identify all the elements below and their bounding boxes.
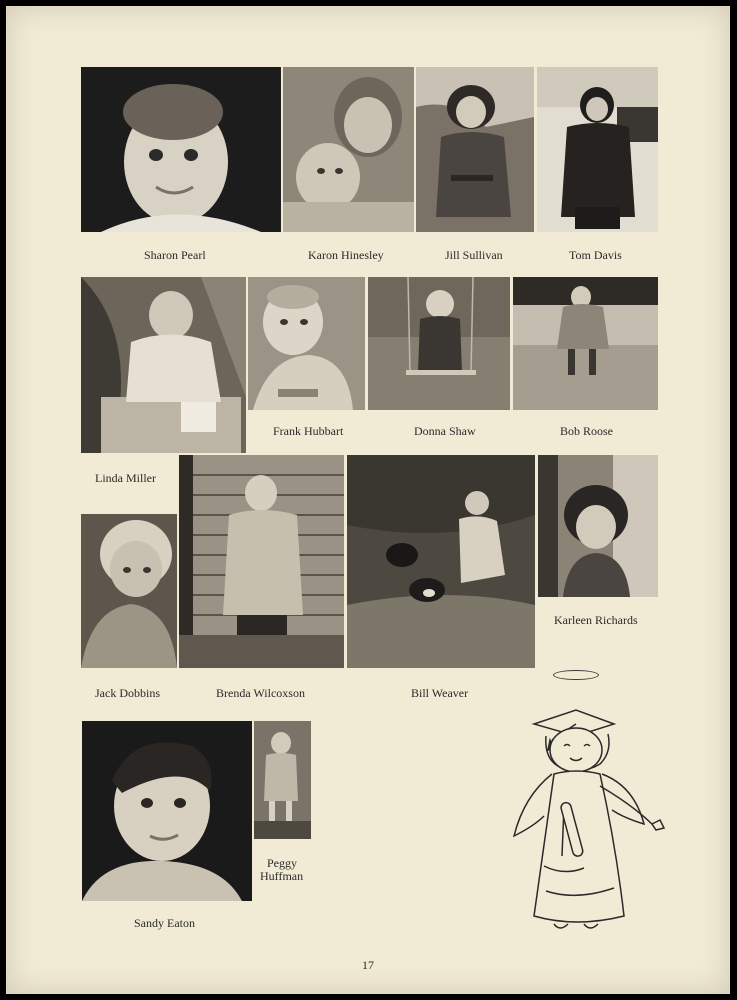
photo-sharon-pearl: [81, 67, 281, 232]
photo-brenda-wilcoxson: [179, 455, 344, 668]
caption-karleen-richards: Karleen Richards: [554, 613, 638, 627]
caption-peggy-huffman-line2: Huffman: [260, 869, 304, 883]
photo-donna-shaw: [368, 277, 510, 410]
caption-karon-hinesley: Karon Hinesley: [308, 248, 384, 262]
halo-ornament: [553, 670, 599, 680]
photo-sandy-eaton: [82, 721, 252, 901]
caption-donna-shaw: Donna Shaw: [414, 424, 476, 438]
caption-linda-miller: Linda Miller: [95, 471, 156, 485]
photo-linda-miller: [81, 277, 246, 453]
caption-bill-weaver: Bill Weaver: [411, 686, 469, 700]
photo-bob-roose: [513, 277, 658, 410]
photo-jack-dobbins: [81, 514, 177, 668]
photo-bill-weaver: [347, 455, 535, 668]
caption-jack-dobbins: Jack Dobbins: [95, 686, 160, 700]
caption-sharon-pearl: Sharon Pearl: [144, 248, 206, 262]
photo-karleen-richards: [538, 455, 658, 597]
caption-frank-hubbart: Frank Hubbart: [273, 424, 344, 438]
caption-brenda-wilcoxson: Brenda Wilcoxson: [216, 686, 305, 700]
photo-frank-hubbart: [248, 277, 365, 410]
photo-peggy-huffman: [254, 721, 311, 839]
photo-jill-sullivan: [416, 67, 534, 232]
caption-jill-sullivan: Jill Sullivan: [445, 248, 503, 262]
photo-karon-hinesley: [283, 67, 414, 232]
page-number: 17: [362, 958, 374, 972]
caption-tom-davis: Tom Davis: [569, 248, 622, 262]
photo-tom-davis: [537, 67, 658, 232]
graduate-angel-drawing: [504, 706, 674, 938]
caption-sandy-eaton: Sandy Eaton: [134, 916, 195, 930]
caption-bob-roose: Bob Roose: [560, 424, 614, 438]
caption-peggy-huffman-line1: Peggy: [267, 856, 297, 870]
yearbook-page: [6, 6, 730, 994]
